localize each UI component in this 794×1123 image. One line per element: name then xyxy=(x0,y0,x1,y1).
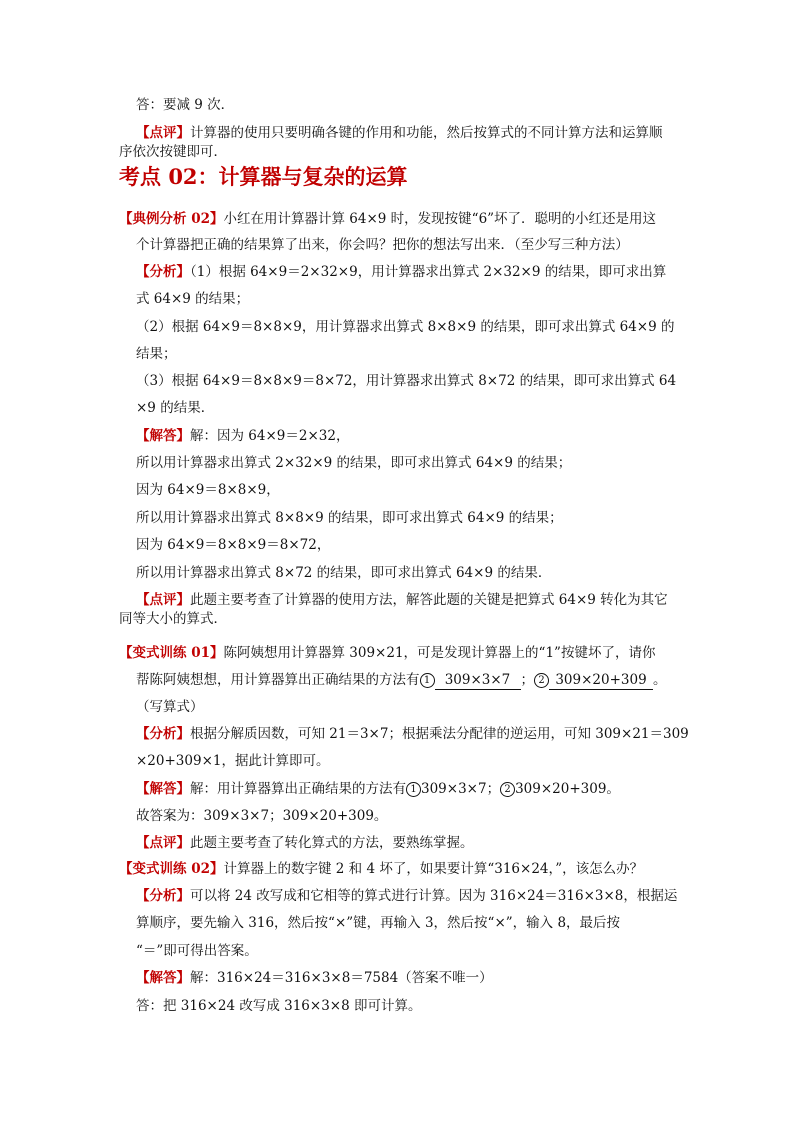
review-text-cont: 序依次按键即可． xyxy=(119,144,227,160)
analysis-tag: 【分析】 xyxy=(136,264,190,280)
example-question xyxy=(119,210,656,228)
separator: ； xyxy=(520,672,534,688)
train1-question-text: 陈阿姨想用计算器算 309×21，可是发现计算器上的“1”按键坏了，请你 xyxy=(223,645,656,661)
heading-title: ：计算器与复杂的运算 xyxy=(197,165,408,189)
train2-question-text: 计算器上的数字键 2 和 4 坏了，如果要计算“316×24，”，该怎么办？ xyxy=(223,861,644,877)
review-tag: 【点评】 xyxy=(136,125,190,141)
heading-number: 02 xyxy=(168,164,198,189)
example-question-cont: 个计算器把正确的结果算了出来，你会吗？把你的想法写出来．（至少写三种方法） xyxy=(136,237,629,253)
train1-analysis-tag: 【分析】 xyxy=(136,726,190,742)
solution-line-5: 因为 64×9＝8×8×9＝8×72， xyxy=(136,537,331,553)
section-heading xyxy=(119,161,408,191)
train2-question xyxy=(119,860,643,878)
train1-solution-tag: 【解答】 xyxy=(136,781,190,797)
train2-solution-text: 解：316×24＝316×3×8＝7584（答案不唯一） xyxy=(190,970,493,986)
train1-question-cont xyxy=(136,671,667,690)
example-review-tag: 【点评】 xyxy=(136,592,190,608)
analysis-text-3: （3）根据 64×9＝8×8×9＝8×72，用计算器求出算式 8×72 的结果，即可求出算式 64 xyxy=(136,373,677,389)
circle-number-1: 1 xyxy=(420,673,435,688)
solution-line-2: 所以用计算器求出算式 2×32×9 的结果，即可求出算式 64×9 的结果； xyxy=(136,455,572,471)
heading-prefix: 考点 xyxy=(119,165,169,189)
train2-answer: 答：把 316×24 改写成 316×3×8 即可计算。 xyxy=(136,998,422,1014)
answer-blank-1: 309×3×7 xyxy=(435,671,521,690)
solution-value-1: 309×3×7； xyxy=(421,781,501,797)
train1-review xyxy=(136,834,474,852)
example-analysis xyxy=(136,263,666,281)
solution-line-6: 所以用计算器求出算式 8×72 的结果，即可求出算式 64×9 的结果． xyxy=(136,565,552,581)
train1-question xyxy=(119,644,655,662)
answer-line: 答：要减 9 次． xyxy=(136,97,235,113)
train2-solution xyxy=(136,969,493,987)
train1-question-note: （写算式） xyxy=(136,699,204,715)
review-paragraph xyxy=(136,124,663,142)
example-review xyxy=(136,591,668,609)
train1-answer: 故答案为：309×3×7；309×20+309。 xyxy=(136,808,388,824)
example-review-text: 此题主要考查了计算器的使用方法，解答此题的关键是把算式 64×9 转化为其它 xyxy=(190,592,668,608)
analysis-text: （1）根据 64×9＝2×32×9，用计算器求出算式 2×32×9 的结果，即可求出算 xyxy=(190,264,667,280)
solution-value-2: 309×20+309。 xyxy=(515,781,620,797)
answer-blank-2: 309×20+309 xyxy=(549,671,653,690)
train1-analysis xyxy=(136,725,689,743)
train2-solution-tag: 【解答】 xyxy=(136,970,190,986)
analysis-text-2-cont: 结果； xyxy=(136,346,177,362)
example-review-cont: 同等大小的算式． xyxy=(119,611,227,627)
solution-line-3: 因为 64×9＝8×8×9， xyxy=(136,482,280,498)
sentence-end: 。 xyxy=(653,672,667,688)
solution-tag: 【解答】 xyxy=(136,428,190,444)
circle-number-2: 2 xyxy=(534,673,549,688)
train1-analysis-text: 根据分解质因数，可知 21＝3×7；根据乘法分配律的逆运用，可知 309×21＝309 xyxy=(190,726,689,742)
train1-solution-text: 解：用计算器算出正确结果的方法有 xyxy=(190,781,406,797)
solution-text: 解：因为 64×9＝2×32， xyxy=(190,428,350,444)
example-tag: 【典例分析 02】 xyxy=(119,211,224,227)
solution-line-4: 所以用计算器求出算式 8×8×9 的结果，即可求出算式 64×9 的结果； xyxy=(136,510,563,526)
train2-analysis xyxy=(136,887,677,905)
solution-circle-2: 2 xyxy=(500,782,515,797)
train2-tag: 【变式训练 02】 xyxy=(119,861,224,877)
train1-tag: 【变式训练 01】 xyxy=(119,645,224,661)
train1-analysis-cont: ×20+309×1，据此计算即可。 xyxy=(136,753,330,769)
train1-question-text-2: 帮陈阿姨想想，用计算器算出正确结果的方法有 xyxy=(136,672,420,688)
train1-review-tag: 【点评】 xyxy=(136,835,190,851)
review-text: 计算器的使用只要明确各键的作用和功能，然后按算式的不同计算方法和运算顺 xyxy=(190,125,663,141)
analysis-text-3-cont: ×9 的结果． xyxy=(136,400,215,416)
train1-review-text: 此题主要考查了转化算式的方法，要熟练掌握。 xyxy=(190,835,474,851)
train2-analysis-cont: 算顺序，要先输入 316，然后按“×”键，再输入 3，然后按“×”，输入 8，最后按 xyxy=(136,915,621,931)
solution-circle-1: 1 xyxy=(406,782,421,797)
train2-analysis-cont-2: “＝”即可得出答案。 xyxy=(136,943,258,959)
analysis-text-2: （2）根据 64×9＝8×8×9，用计算器求出算式 8×8×9 的结果，即可求出算式 64×9 的 xyxy=(136,319,675,335)
analysis-text-cont: 式 64×9 的结果； xyxy=(136,291,250,307)
train2-analysis-text: 可以将 24 改写成和它相等的算式进行计算。因为 316×24＝316×3×8，根据运 xyxy=(190,888,678,904)
example-solution xyxy=(136,427,349,445)
example-question-text: 小红在用计算器计算 64×9 时，发现按键“6”坏了．聪明的小红还是用这 xyxy=(223,211,657,227)
train2-analysis-tag: 【分析】 xyxy=(136,888,190,904)
train1-solution xyxy=(136,780,620,798)
